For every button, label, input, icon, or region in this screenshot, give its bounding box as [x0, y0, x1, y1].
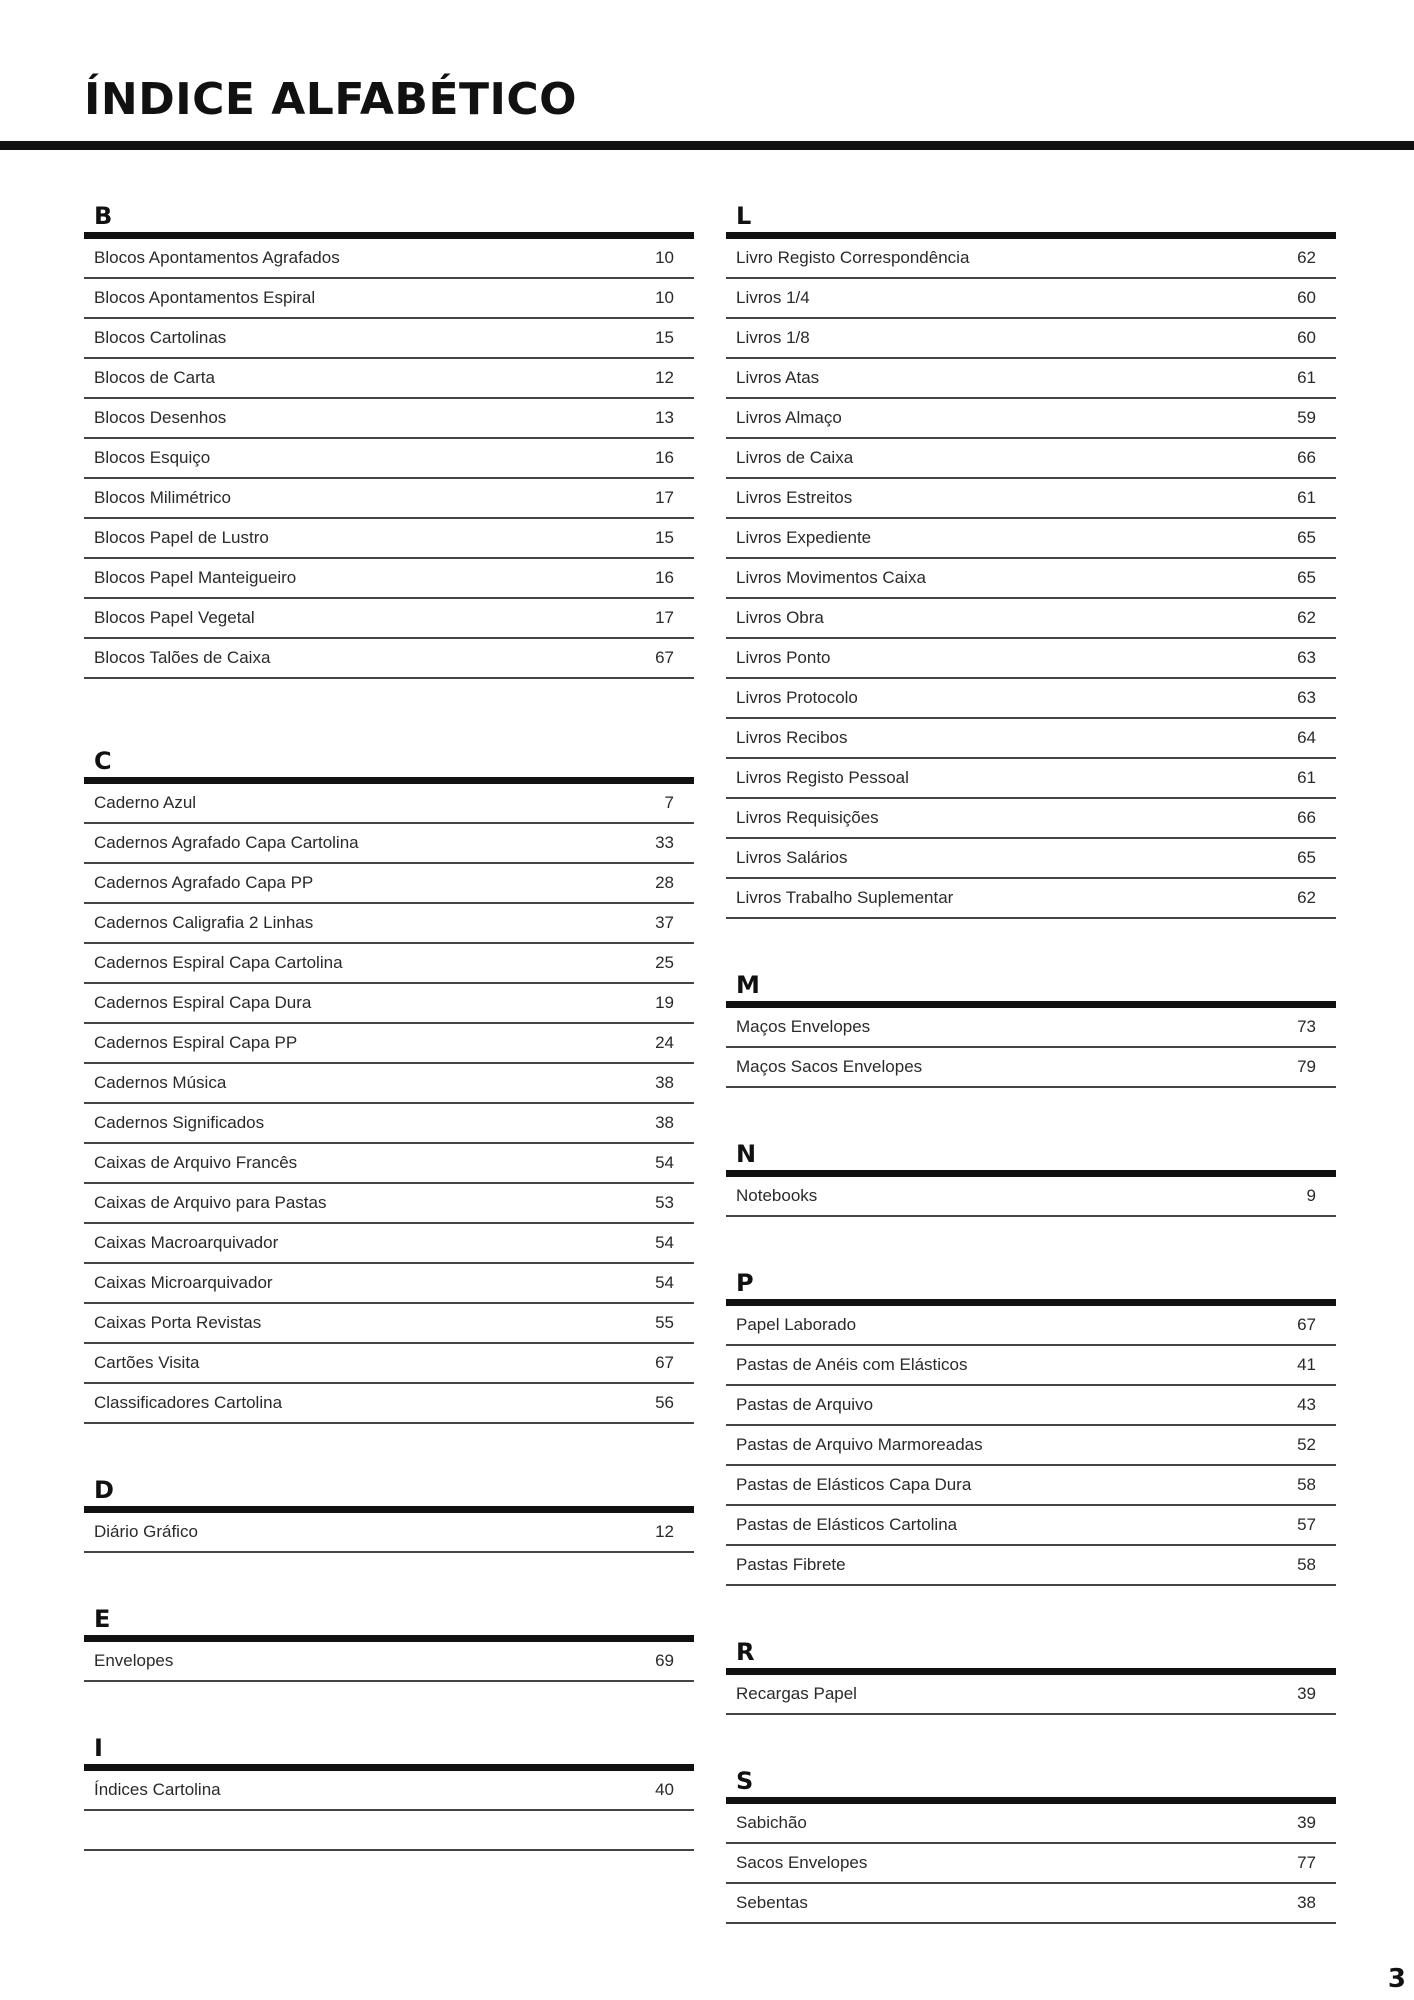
index-entry	[726, 719, 1336, 759]
entry-page: 56	[655, 1393, 674, 1412]
index-entry	[726, 559, 1336, 599]
index-entry	[84, 519, 694, 559]
index-entry	[726, 1506, 1336, 1546]
entry-page: 62	[1297, 888, 1316, 907]
entry-page: 15	[655, 328, 674, 347]
entry-page: 66	[1297, 448, 1316, 467]
entry-page: 61	[1297, 488, 1316, 507]
entry-page: 62	[1297, 248, 1316, 267]
page-number: 3	[1387, 1964, 1406, 1994]
entry-page: 67	[655, 1353, 674, 1372]
entry-page: 63	[1297, 648, 1316, 667]
index-entry	[84, 904, 694, 944]
entry-page: 38	[655, 1073, 674, 1092]
entry-page: 60	[1297, 288, 1316, 307]
index-section-b	[84, 196, 694, 679]
index-entry	[726, 799, 1336, 839]
index-section-e	[84, 1599, 694, 1682]
index-entry	[726, 1426, 1336, 1466]
entry-name: Livros 1/8	[736, 328, 810, 347]
entry-name: Blocos Papel Manteigueiro	[94, 568, 297, 587]
entry-page: 25	[655, 953, 674, 972]
entry-name: Blocos Papel de Lustro	[94, 528, 269, 547]
index-entry	[726, 1008, 1336, 1048]
index-entry	[726, 1306, 1336, 1346]
entry-name: Cadernos Espiral Capa PP	[94, 1033, 298, 1052]
index-section-p	[726, 1263, 1336, 1586]
entry-name: Blocos Milimétrico	[94, 488, 231, 507]
index-entry	[84, 784, 694, 824]
section-letter: M	[736, 971, 760, 999]
index-entry	[726, 1675, 1336, 1715]
entry-page: 65	[1297, 568, 1316, 587]
index-entry	[726, 879, 1336, 919]
title-rule	[0, 141, 1414, 150]
entry-page: 16	[655, 568, 674, 587]
entry-page: 54	[655, 1233, 674, 1252]
section-rule	[726, 1299, 1336, 1306]
entry-name: Papel Laborado	[736, 1315, 857, 1334]
index-entry	[84, 1144, 694, 1184]
index-entry	[726, 519, 1336, 559]
index-entry	[84, 399, 694, 439]
entry-name: Livros Estreitos	[736, 488, 853, 507]
entry-name: Notebooks	[736, 1186, 818, 1205]
entry-name: Sabichão	[736, 1813, 807, 1832]
entry-page: 9	[1306, 1186, 1316, 1205]
index-entry	[726, 1546, 1336, 1586]
entry-name: Blocos Esquiço	[94, 448, 211, 467]
entry-name: Blocos Talões de Caixa	[94, 648, 271, 667]
entry-name: Livro Registo Correspondência	[736, 248, 970, 267]
entry-page: 39	[1297, 1813, 1316, 1832]
index-entry	[726, 359, 1336, 399]
section-rule	[84, 1764, 694, 1771]
index-entry	[726, 679, 1336, 719]
section-letter: S	[736, 1767, 754, 1795]
entry-name: Sacos Envelopes	[736, 1853, 868, 1872]
section-letter: C	[94, 747, 112, 775]
entry-name: Blocos Apontamentos Agrafados	[94, 248, 340, 267]
index-entry	[84, 1224, 694, 1264]
entry-name: Blocos Desenhos	[94, 408, 227, 427]
entry-name: Maços Envelopes	[736, 1017, 871, 1036]
entry-page: 65	[1297, 848, 1316, 867]
entry-name: Índices Cartolina	[94, 1780, 221, 1799]
entry-page: 37	[655, 913, 674, 932]
entry-name: Caixas de Arquivo para Pastas	[94, 1193, 327, 1212]
entry-page: 17	[655, 608, 674, 627]
entry-name: Cadernos Espiral Capa Dura	[94, 993, 312, 1012]
entry-name: Diário Gráfico	[94, 1522, 198, 1541]
entry-page: 54	[655, 1273, 674, 1292]
entry-name: Cadernos Agrafado Capa Cartolina	[94, 833, 359, 852]
entry-page: 55	[655, 1313, 674, 1332]
entry-page: 38	[655, 1113, 674, 1132]
page-title: ÍNDICE ALFABÉTICO	[84, 74, 578, 125]
entry-page: 63	[1297, 688, 1316, 707]
section-rule	[726, 1170, 1336, 1177]
entry-name: Maços Sacos Envelopes	[736, 1057, 923, 1076]
section-letter: E	[94, 1605, 111, 1633]
entry-name: Pastas Fibrete	[736, 1555, 846, 1574]
entry-name: Caixas Porta Revistas	[94, 1313, 262, 1332]
entry-page: 67	[1297, 1315, 1316, 1334]
section-letter: N	[736, 1140, 757, 1168]
index-entry	[726, 279, 1336, 319]
entry-name: Recargas Papel	[736, 1684, 857, 1703]
entry-name: Cadernos Agrafado Capa PP	[94, 873, 314, 892]
entry-page: 58	[1297, 1555, 1316, 1574]
entry-page: 58	[1297, 1475, 1316, 1494]
index-entry	[84, 1264, 694, 1304]
index-entry	[84, 1344, 694, 1384]
section-letter: R	[736, 1638, 755, 1666]
index-entry	[726, 319, 1336, 359]
index-entry	[726, 1466, 1336, 1506]
section-rule	[84, 1506, 694, 1513]
entry-page: 57	[1297, 1515, 1316, 1534]
entry-page: 41	[1297, 1355, 1316, 1374]
index-entry	[84, 1384, 694, 1424]
index-entry	[726, 1844, 1336, 1884]
entry-page: 17	[655, 488, 674, 507]
entry-name: Pastas de Arquivo Marmoreadas	[736, 1435, 983, 1454]
entry-name: Cadernos Espiral Capa Cartolina	[94, 953, 343, 972]
section-rule	[84, 777, 694, 784]
entry-page: 43	[1297, 1395, 1316, 1414]
entry-page: 67	[655, 648, 674, 667]
entry-name: Pastas de Anéis com Elásticos	[736, 1355, 968, 1374]
index-section-n	[726, 1134, 1336, 1217]
index-entry	[84, 359, 694, 399]
index-entry	[726, 839, 1336, 879]
entry-name: Livros Protocolo	[736, 688, 858, 707]
index-entry	[84, 319, 694, 359]
index-entry	[84, 1771, 694, 1811]
entry-name: Blocos de Carta	[94, 368, 215, 387]
entry-name: Livros Trabalho Suplementar	[736, 888, 954, 907]
entry-name: Pastas de Elásticos Capa Dura	[736, 1475, 972, 1494]
entry-page: 69	[655, 1651, 674, 1670]
index-entry	[84, 984, 694, 1024]
entry-page: 33	[655, 833, 674, 852]
entry-name: Livros Ponto	[736, 648, 831, 667]
index-entry	[84, 279, 694, 319]
index-entry	[84, 1184, 694, 1224]
index-entry	[84, 1642, 694, 1682]
index-entry	[726, 399, 1336, 439]
index-entry	[726, 599, 1336, 639]
entry-name: Livros 1/4	[736, 288, 810, 307]
index-entry	[726, 1386, 1336, 1426]
index-section-l	[726, 196, 1336, 919]
entry-page: 12	[655, 1522, 674, 1541]
entry-name: Livros Obra	[736, 608, 824, 627]
empty-row	[84, 1811, 694, 1851]
entry-page: 79	[1297, 1057, 1316, 1076]
index-entry	[84, 1064, 694, 1104]
index-entry	[84, 1104, 694, 1144]
section-rule	[84, 232, 694, 239]
entry-page: 10	[655, 248, 674, 267]
entry-page: 61	[1297, 368, 1316, 387]
entry-name: Cadernos Música	[94, 1073, 227, 1092]
index-entry	[84, 864, 694, 904]
section-letter: D	[94, 1476, 114, 1504]
index-entry	[84, 239, 694, 279]
index-entry	[84, 639, 694, 679]
entry-page: 59	[1297, 408, 1316, 427]
entry-name: Envelopes	[94, 1651, 174, 1670]
entry-page: 7	[664, 793, 674, 812]
entry-page: 73	[1297, 1017, 1316, 1036]
entry-name: Livros Expediente	[736, 528, 872, 547]
section-rule	[726, 1668, 1336, 1675]
index-entry	[726, 1177, 1336, 1217]
index-entry	[726, 479, 1336, 519]
entry-name: Blocos Papel Vegetal	[94, 608, 255, 627]
section-rule	[726, 232, 1336, 239]
section-letter: P	[736, 1269, 754, 1297]
entry-page: 53	[655, 1193, 674, 1212]
index-section-r	[726, 1632, 1336, 1715]
index-entry	[84, 1024, 694, 1064]
entry-name: Livros Movimentos Caixa	[736, 568, 926, 587]
index-entry	[84, 1513, 694, 1553]
index-section-m	[726, 965, 1336, 1088]
entry-name: Caixas Macroarquivador	[94, 1233, 279, 1252]
entry-name: Pastas de Elásticos Cartolina	[736, 1515, 958, 1534]
entry-page: 60	[1297, 328, 1316, 347]
entry-name: Livros Atas	[736, 368, 820, 387]
index-entry	[84, 824, 694, 864]
entry-page: 65	[1297, 528, 1316, 547]
entry-name: Cadernos Caligrafia 2 Linhas	[94, 913, 314, 932]
entry-page: 54	[655, 1153, 674, 1172]
entry-name: Livros Almaço	[736, 408, 842, 427]
index-entry	[726, 1804, 1336, 1844]
index-entry	[84, 559, 694, 599]
section-letter: B	[94, 202, 113, 230]
section-rule	[84, 1635, 694, 1642]
index-column-right	[726, 196, 1336, 1924]
entry-name: Livros Requisições	[736, 808, 879, 827]
entry-page: 62	[1297, 608, 1316, 627]
index-entry	[726, 759, 1336, 799]
index-section-c	[84, 741, 694, 1424]
section-rule	[726, 1797, 1336, 1804]
section-letter: L	[736, 202, 752, 230]
entry-name: Caderno Azul	[94, 793, 197, 812]
entry-name: Livros Registo Pessoal	[736, 768, 909, 787]
entry-name: Caixas de Arquivo Francês	[94, 1153, 298, 1172]
index-entry	[84, 599, 694, 639]
entry-name: Classificadores Cartolina	[94, 1393, 283, 1412]
entry-page: 40	[655, 1780, 674, 1799]
index-entry	[84, 944, 694, 984]
index-entry	[84, 1304, 694, 1344]
entry-page: 52	[1297, 1435, 1316, 1454]
index-column-left	[84, 196, 694, 1851]
entry-page: 12	[655, 368, 674, 387]
index-entry	[726, 1346, 1336, 1386]
entry-page: 64	[1297, 728, 1316, 747]
entry-page: 15	[655, 528, 674, 547]
section-letter: I	[94, 1734, 103, 1762]
index-entry	[726, 1884, 1336, 1924]
entry-name: Blocos Cartolinas	[94, 328, 227, 347]
entry-name: Cadernos Significados	[94, 1113, 265, 1132]
index-entry	[726, 439, 1336, 479]
entry-name: Pastas de Arquivo	[736, 1395, 874, 1414]
entry-page: 39	[1297, 1684, 1316, 1703]
entry-name: Livros Salários	[736, 848, 848, 867]
entry-page: 28	[655, 873, 674, 892]
entry-name: Livros Recibos	[736, 728, 848, 747]
index-section-s	[726, 1761, 1336, 1924]
entry-page: 19	[655, 993, 674, 1012]
entry-name: Caixas Microarquivador	[94, 1273, 273, 1292]
entry-page: 77	[1297, 1853, 1316, 1872]
entry-page: 13	[655, 408, 674, 427]
entry-name: Blocos Apontamentos Espiral	[94, 288, 316, 307]
entry-name: Cartões Visita	[94, 1353, 200, 1372]
index-entry	[726, 639, 1336, 679]
entry-page: 61	[1297, 768, 1316, 787]
entry-name: Livros de Caixa	[736, 448, 854, 467]
entry-page: 16	[655, 448, 674, 467]
index-entry	[84, 479, 694, 519]
entry-page: 10	[655, 288, 674, 307]
index-entry	[726, 1048, 1336, 1088]
index-section-d	[84, 1470, 694, 1553]
entry-page: 24	[655, 1033, 674, 1052]
entry-page: 38	[1297, 1893, 1316, 1912]
index-entry	[726, 239, 1336, 279]
section-rule	[726, 1001, 1336, 1008]
index-entry	[84, 439, 694, 479]
index-section-i	[84, 1728, 694, 1851]
entry-name: Sebentas	[736, 1893, 808, 1912]
entry-page: 66	[1297, 808, 1316, 827]
